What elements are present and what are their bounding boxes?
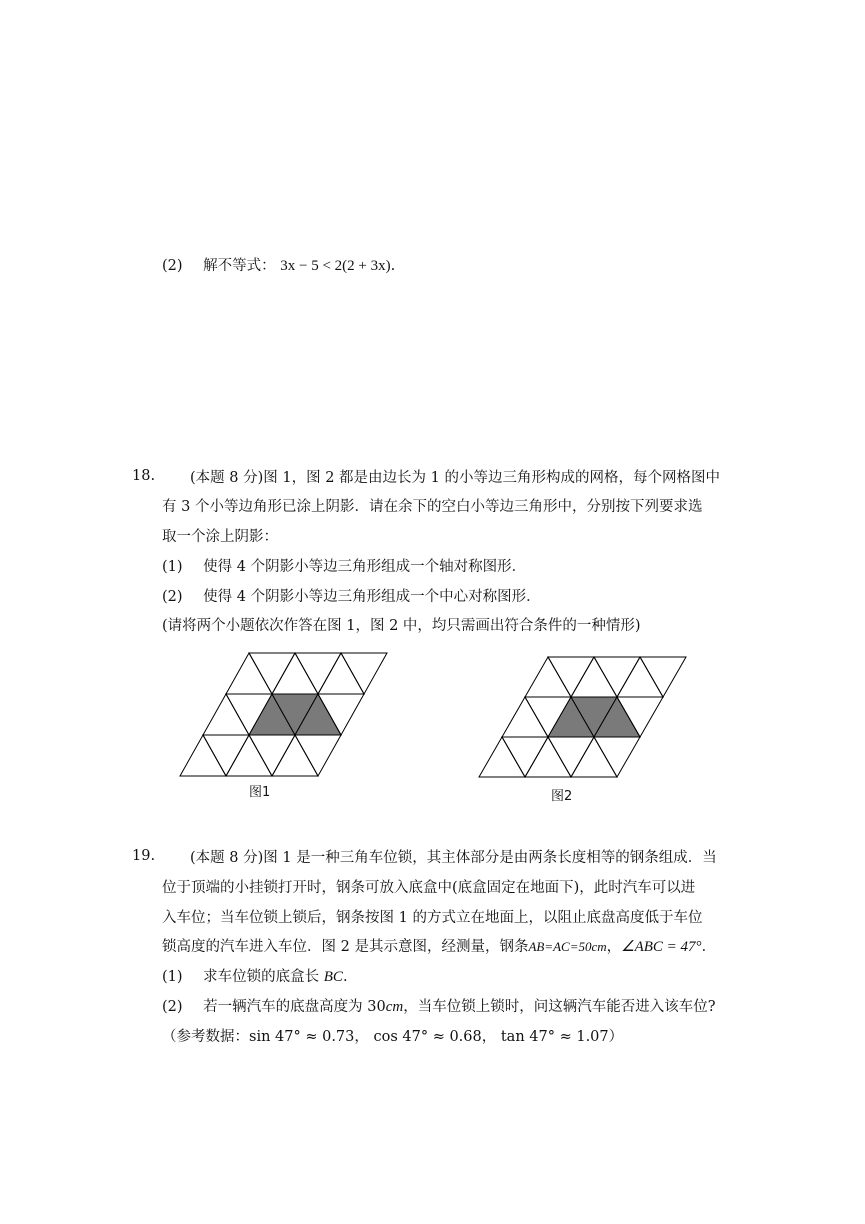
grid-triangle-up	[571, 657, 617, 697]
q19-reference-data: （参考数据：sin 47° ≈ 0.73， cos 47° ≈ 0.68， tan 47° ≈ 1.07）	[162, 1029, 624, 1045]
q19-item1-end: .	[342, 969, 348, 985]
grid-triangle-up	[180, 735, 226, 776]
q18-item2	[162, 587, 541, 607]
q19-item1-number: (1)	[162, 969, 183, 985]
grid-triangle-down	[295, 653, 341, 694]
q18-item1-text: 使得 4 个阴影小等边三角形组成一个轴对称图形．	[203, 559, 527, 575]
q19-ab-ac-length: AB=AC=50cm	[528, 939, 607, 954]
grid-triangle-up	[226, 653, 272, 694]
grid-triangle-down	[295, 735, 341, 776]
q18-line1: (本题 8 分)图 1，图 2 都是由边长为 1 的小等边三角形构成的网格，每个网格图中	[190, 470, 720, 486]
q18-fig1-caption: 图1	[249, 785, 271, 800]
q17-part2-end: .	[390, 258, 396, 274]
grid-triangle-up	[272, 735, 318, 776]
q19-item1-bc: BC	[323, 969, 343, 985]
q17-part2-text: 解不等式：	[203, 258, 276, 274]
q19-item2-unit: cm	[385, 999, 404, 1015]
grid-triangle-up	[571, 737, 617, 777]
grid-triangle-up	[525, 657, 571, 697]
q19-line2: 位于顶端的小挂锁打开时，钢条可放入底盒中(底盒固定在地面下)，此时汽车可以进	[162, 880, 696, 896]
grid-triangle-down	[249, 653, 295, 694]
q19-line4-text: 锁高度的汽车进入车位．图 2 是其示意图，经测量，钢条	[162, 939, 529, 955]
q18-figure-2	[475, 652, 695, 782]
q18-item1-number: (1)	[162, 559, 183, 575]
grid-triangle-down	[203, 735, 249, 776]
q17-part2-number: (2)	[162, 258, 183, 274]
grid-triangle-down	[548, 657, 594, 697]
q18-line2: 有 3 个小等边角形已涂上阴影．请在余下的空白小等边三角形中，分别按下列要求选	[162, 499, 703, 515]
grid-triangle-down	[594, 657, 640, 697]
q18-number: 18.	[132, 468, 156, 484]
q19-number: 19.	[132, 848, 156, 864]
q19-item1-text: 求车位锁的底盒长	[203, 969, 320, 985]
q19-item1	[162, 967, 348, 987]
q18-figure-1	[175, 650, 395, 780]
grid-triangle-down	[548, 737, 594, 777]
grid-triangle-up	[479, 737, 525, 777]
q18-item2-number: (2)	[162, 589, 183, 605]
grid-triangle-up	[272, 653, 318, 694]
q19-item2	[162, 997, 716, 1017]
q19-line3: 入车位；当车位锁上锁后，钢条按图 1 的方式立在地面上，以阻止底盘高度低于车位	[162, 910, 703, 926]
grid-triangle-up	[226, 735, 272, 776]
q19-item2-number: (2)	[162, 999, 183, 1015]
q19-angle-abc: ∠ABC = 47°	[621, 939, 702, 955]
grid-triangle-down	[640, 657, 686, 697]
grid-triangle-up	[318, 653, 364, 694]
q18-item1	[162, 557, 526, 577]
q19-line1: (本题 8 分)图 1 是一种三角车位锁，其主体部分是由两条长度相等的钢条组成．当	[190, 850, 717, 866]
q19-item2-text-b: ，当车位锁上锁时，问这辆汽车能否进入该车位?	[403, 999, 716, 1015]
grid-triangle-down	[341, 653, 387, 694]
q19-line4	[162, 937, 716, 957]
q19-line4-end: ．	[701, 939, 717, 955]
q18-item2-text: 使得 4 个阴影小等边三角形组成一个中心对称图形．	[203, 589, 541, 605]
grid-triangle-up	[617, 657, 663, 697]
q18-note: (请将两个小题依次作答在图 1，图 2 中，均只需画出符合条件的一种情形)	[162, 618, 641, 634]
grid-triangle-up	[525, 737, 571, 777]
grid-triangle-down	[594, 737, 640, 777]
q18-line3: 取一个涂上阴影：	[162, 529, 278, 545]
grid-triangle-up	[502, 697, 548, 737]
q19-line4-sep: ，	[606, 939, 622, 955]
q18-fig2-caption: 图2	[551, 789, 573, 804]
q17-part2	[162, 256, 395, 276]
grid-triangle-down	[249, 735, 295, 776]
q17-inequality: 3x − 5 < 2(2 + 3x)	[280, 258, 391, 274]
grid-triangle-down	[502, 737, 548, 777]
q19-item2-text: 若一辆汽车的底盘高度为 30	[203, 999, 386, 1015]
grid-triangle-up	[203, 694, 249, 735]
